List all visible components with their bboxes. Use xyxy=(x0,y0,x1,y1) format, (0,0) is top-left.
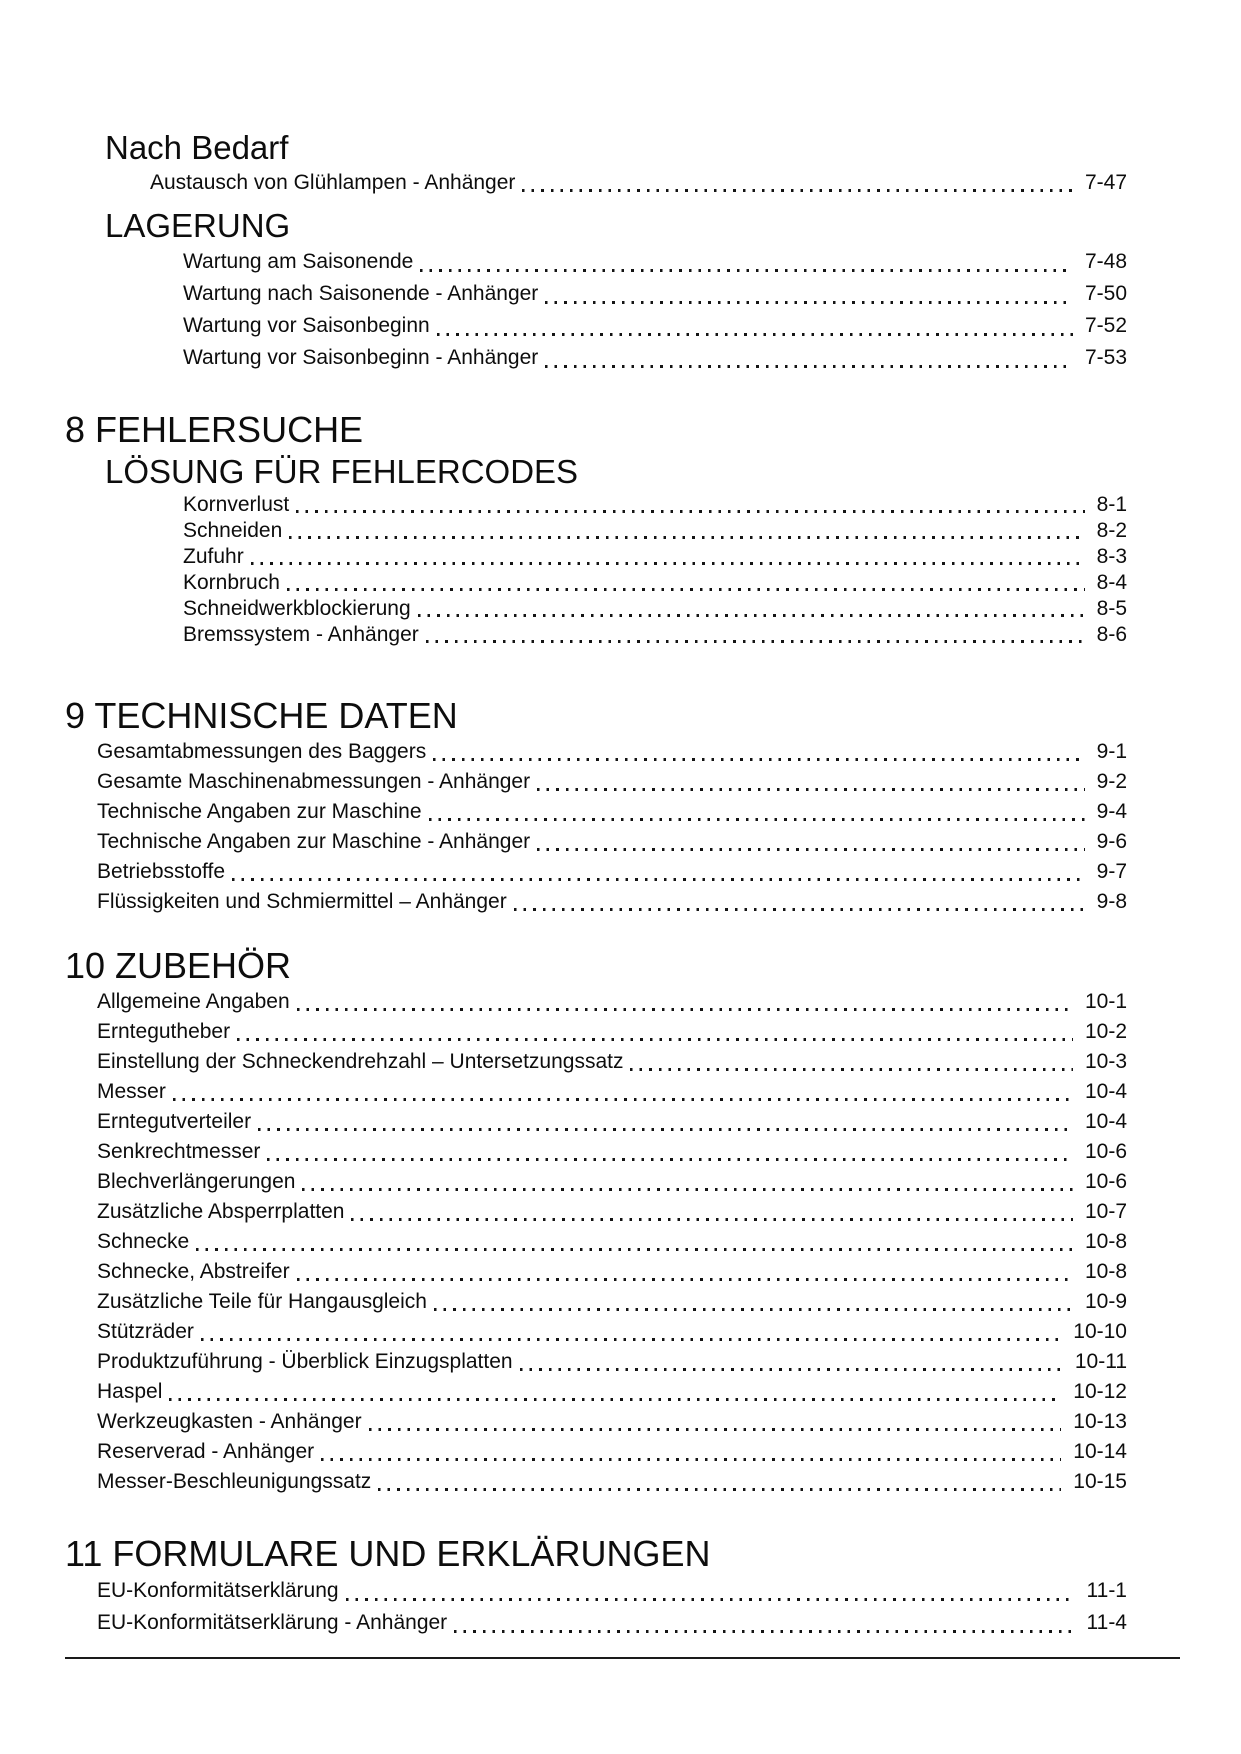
toc-entry-label: Blechverlängerungen xyxy=(97,1170,296,1193)
dot-leader xyxy=(346,1598,1075,1601)
toc-entry xyxy=(183,310,1127,342)
toc-entry-label: Kornverlust xyxy=(183,493,290,516)
dot-leader xyxy=(429,818,1085,821)
dot-leader xyxy=(522,189,1073,192)
toc-groups xyxy=(65,127,1127,1639)
toc-entry xyxy=(97,1407,1127,1437)
dot-leader xyxy=(454,1630,1074,1633)
toc-content xyxy=(65,127,1127,1659)
toc-entry-page: 9-4 xyxy=(1096,800,1127,823)
toc-group xyxy=(65,1532,1127,1639)
toc-entry-label: Technische Angaben zur Maschine xyxy=(97,800,422,823)
toc-entry xyxy=(183,246,1127,278)
toc-entry-label: Kornbruch xyxy=(183,571,280,594)
toc-entry-label: Erntegutheber xyxy=(97,1020,231,1043)
toc-group xyxy=(65,127,1127,374)
section-heading: LAGERUNG xyxy=(105,207,291,244)
toc-entry-label: Produktzuführung - Überblick Einzugsplatten xyxy=(97,1350,513,1373)
toc-entry xyxy=(183,622,1127,648)
toc-entry-page: 7-53 xyxy=(1084,346,1127,369)
toc-entry xyxy=(183,518,1127,544)
dot-leader xyxy=(237,1038,1073,1041)
toc-entry xyxy=(97,987,1127,1017)
toc-entry-label: Zusätzliche Absperrplatten xyxy=(97,1200,345,1223)
toc-entry xyxy=(97,1137,1127,1167)
dot-leader xyxy=(433,758,1084,761)
dot-leader xyxy=(537,848,1085,851)
dot-leader xyxy=(287,588,1085,591)
toc-entry-label: Technische Angaben zur Maschine - Anhänger xyxy=(97,830,531,853)
toc-entry xyxy=(97,1017,1127,1047)
toc-group xyxy=(65,408,1127,648)
toc-entry-page: 8-1 xyxy=(1096,493,1127,516)
dot-leader xyxy=(420,269,1073,272)
dot-leader xyxy=(258,1128,1073,1131)
dot-leader xyxy=(426,640,1085,643)
toc-entry-label: Wartung am Saisonende xyxy=(183,250,414,273)
toc-entry xyxy=(150,168,1127,198)
chapter-heading: 8 FEHLERSUCHE xyxy=(65,409,364,450)
toc-entry xyxy=(97,1347,1127,1377)
toc-entry-label: Messer-Beschleunigungssatz xyxy=(97,1470,372,1493)
toc-entry-page: 10-9 xyxy=(1084,1290,1127,1313)
toc-entry-page: 9-1 xyxy=(1096,740,1127,763)
toc-entry-label: Wartung nach Saisonende - Anhänger xyxy=(183,282,539,305)
toc-section xyxy=(65,987,1127,1497)
chapter-heading: 9 TECHNISCHE DATEN xyxy=(65,695,458,736)
toc-entry-page: 10-8 xyxy=(1084,1230,1127,1253)
toc-entry-page: 7-50 xyxy=(1084,282,1127,305)
dot-leader xyxy=(196,1248,1073,1251)
toc-section xyxy=(65,451,1127,648)
toc-entry-page: 10-2 xyxy=(1084,1020,1127,1043)
toc-entry xyxy=(97,1197,1127,1227)
toc-entry-page: 9-7 xyxy=(1096,860,1127,883)
toc-entry-page: 8-3 xyxy=(1096,545,1127,568)
toc-entry xyxy=(97,737,1127,767)
toc-entry-page: 10-1 xyxy=(1084,990,1127,1013)
toc-section xyxy=(65,127,1127,198)
toc-entry-page: 11-1 xyxy=(1086,1579,1127,1602)
toc-entry xyxy=(97,1077,1127,1107)
toc-entry-label: Betriebsstoffe xyxy=(97,860,226,883)
toc-entry-label: Senkrechtmesser xyxy=(97,1140,261,1163)
toc-entry-page: 7-48 xyxy=(1084,250,1127,273)
toc-entry xyxy=(97,1167,1127,1197)
toc-entry-label: Haspel xyxy=(97,1380,163,1403)
toc-entry xyxy=(97,1467,1127,1497)
dot-leader xyxy=(169,1398,1061,1401)
toc-entry-label: Austausch von Glühlampen - Anhänger xyxy=(150,171,516,194)
toc-entry-page: 10-8 xyxy=(1084,1260,1127,1283)
toc-entry xyxy=(97,857,1127,887)
toc-entry-label: Schnecke xyxy=(97,1230,190,1253)
toc-entry xyxy=(97,1317,1127,1347)
toc-entry-label: Schneiden xyxy=(183,519,283,542)
section-heading: Nach Bedarf xyxy=(105,129,289,166)
dot-leader xyxy=(173,1098,1073,1101)
dot-leader xyxy=(545,301,1073,304)
toc-entry-label: Zufuhr xyxy=(183,545,244,568)
dot-leader xyxy=(297,1008,1073,1011)
chapter-heading: 10 ZUBEHÖR xyxy=(65,945,292,986)
toc-entry xyxy=(97,1437,1127,1467)
toc-entry-label: Wartung vor Saisonbeginn xyxy=(183,314,430,337)
toc-entry xyxy=(183,544,1127,570)
toc-section xyxy=(65,1575,1127,1639)
dot-leader xyxy=(378,1488,1061,1491)
toc-entry xyxy=(97,1377,1127,1407)
toc-entry-page: 11-4 xyxy=(1086,1611,1127,1634)
toc-entry-label: Gesamtabmessungen des Baggers xyxy=(97,740,427,763)
dot-leader xyxy=(630,1068,1072,1071)
dot-leader xyxy=(418,614,1085,617)
toc-entry-label: Allgemeine Angaben xyxy=(97,990,290,1013)
footer-rule xyxy=(65,1657,1180,1659)
toc-entry-page: 10-4 xyxy=(1084,1110,1127,1133)
toc-entry-page: 10-15 xyxy=(1073,1470,1127,1493)
toc-entry-label: EU-Konformitätserklärung xyxy=(97,1579,339,1602)
toc-entry-label: Gesamte Maschinenabmessungen - Anhänger xyxy=(97,770,531,793)
toc-entry xyxy=(183,570,1127,596)
toc-entry xyxy=(97,1287,1127,1317)
toc-entry xyxy=(183,492,1127,518)
toc-entry-label: Messer xyxy=(97,1080,166,1103)
dot-leader xyxy=(302,1188,1072,1191)
toc-entry-page: 8-4 xyxy=(1096,571,1127,594)
toc-section xyxy=(65,205,1127,374)
toc-entry-label: Flüssigkeiten und Schmiermittel – Anhänger xyxy=(97,890,507,913)
dot-leader xyxy=(545,365,1073,368)
toc-entry xyxy=(97,827,1127,857)
toc-entry-page: 10-7 xyxy=(1084,1200,1127,1223)
dot-leader xyxy=(434,1308,1073,1311)
section-heading: LÖSUNG FÜR FEHLERCODES xyxy=(105,453,579,490)
toc-entry xyxy=(183,278,1127,310)
toc-entry-label: Reserverad - Anhänger xyxy=(97,1440,315,1463)
toc-entry-page: 10-12 xyxy=(1073,1380,1127,1403)
toc-entry-page: 10-10 xyxy=(1073,1320,1127,1343)
toc-group xyxy=(65,944,1127,1497)
dot-leader xyxy=(289,536,1084,539)
toc-entry-page: 9-2 xyxy=(1096,770,1127,793)
toc-entry-label: Einstellung der Schneckendrehzahl – Untersetzungssatz xyxy=(97,1050,624,1073)
toc-entry xyxy=(97,1607,1127,1639)
toc-section xyxy=(65,737,1127,917)
dot-leader xyxy=(232,878,1085,881)
toc-entry xyxy=(97,767,1127,797)
dot-leader xyxy=(296,510,1084,513)
dot-leader xyxy=(321,1458,1061,1461)
toc-entry-page: 10-4 xyxy=(1084,1080,1127,1103)
dot-leader xyxy=(437,333,1073,336)
dot-leader xyxy=(201,1338,1061,1341)
toc-entry-label: Werkzeugkasten - Anhänger xyxy=(97,1410,362,1433)
toc-entry-label: Zusätzliche Teile für Hangausgleich xyxy=(97,1290,427,1313)
toc-entry xyxy=(97,887,1127,917)
dot-leader xyxy=(537,788,1085,791)
toc-entry-label: Wartung vor Saisonbeginn - Anhänger xyxy=(183,346,539,369)
toc-entry xyxy=(97,1107,1127,1137)
toc-entry-page: 10-11 xyxy=(1074,1350,1127,1373)
toc-entry xyxy=(97,797,1127,827)
toc-entry-page: 7-52 xyxy=(1084,314,1127,337)
toc-entry-label: Schnecke, Abstreifer xyxy=(97,1260,290,1283)
toc-entry-label: EU-Konformitätserklärung - Anhänger xyxy=(97,1611,448,1634)
toc-entry-page: 10-13 xyxy=(1073,1410,1127,1433)
toc-entry xyxy=(97,1575,1127,1607)
dot-leader xyxy=(297,1278,1073,1281)
toc-entry xyxy=(183,342,1127,374)
dot-leader xyxy=(514,908,1085,911)
toc-entry-page: 9-8 xyxy=(1096,890,1127,913)
toc-entry xyxy=(97,1227,1127,1257)
toc-entry xyxy=(183,596,1127,622)
toc-entry-page: 8-6 xyxy=(1096,623,1127,646)
toc-entry-page: 8-5 xyxy=(1096,597,1127,620)
toc-entry-page: 10-6 xyxy=(1084,1170,1127,1193)
toc-entry-page: 8-2 xyxy=(1096,519,1127,542)
toc-entry-page: 9-6 xyxy=(1096,830,1127,853)
toc-entry-page: 10-14 xyxy=(1073,1440,1127,1463)
dot-leader xyxy=(267,1158,1073,1161)
toc-entry-label: Erntegutverteiler xyxy=(97,1110,252,1133)
toc-entry-label: Stützräder xyxy=(97,1320,194,1343)
toc-entry-label: Bremssystem - Anhänger xyxy=(183,623,419,646)
toc-entry-page: 10-6 xyxy=(1084,1140,1127,1163)
toc-entry xyxy=(97,1047,1127,1077)
dot-leader xyxy=(369,1428,1062,1431)
dot-leader xyxy=(251,562,1085,565)
toc-entry-page: 7-47 xyxy=(1084,171,1127,194)
chapter-heading: 11 FORMULARE UND ERKLÄRUNGEN xyxy=(65,1533,711,1574)
toc-entry xyxy=(97,1257,1127,1287)
dot-leader xyxy=(351,1218,1073,1221)
toc-entry-label: Schneidwerkblockierung xyxy=(183,597,411,620)
toc-group xyxy=(65,694,1127,917)
dot-leader xyxy=(520,1368,1063,1371)
toc-entry-page: 10-3 xyxy=(1084,1050,1127,1073)
